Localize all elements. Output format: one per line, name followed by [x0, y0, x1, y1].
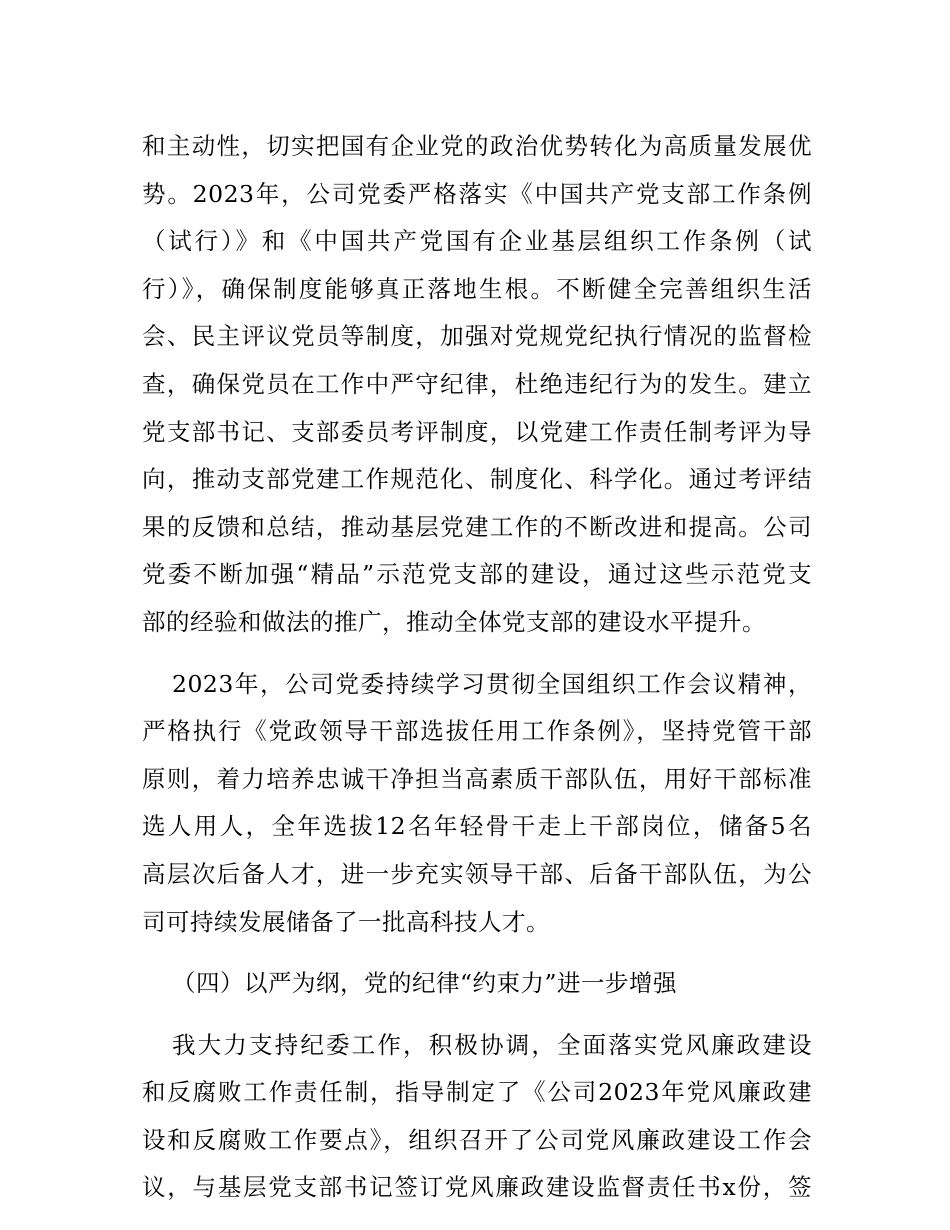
document-body: [142, 123, 812, 1212]
text-line: 我大力支持纪委工作，积极协调，全面落实党风廉政建设: [172, 1030, 812, 1059]
text-line: 议，与基层党支部书记签订党风廉政建设监督责任书x份，签: [142, 1173, 812, 1202]
section-heading: [142, 960, 812, 1008]
text-line: 选人用人，全年选拔12名年轻骨干走上干部岗位，储备5名: [142, 812, 812, 841]
text-line: 设和反腐败工作要点》，组织召开了公司党风廉政建设工作会: [142, 1125, 812, 1154]
paragraph-discipline: [142, 1022, 812, 1212]
text-line: 高层次后备人才，进一步充实领导干部、后备干部队伍，为公: [142, 859, 812, 888]
text-line: 会、民主评议党员等制度，加强对党规党纪执行情况的监督检: [142, 322, 812, 351]
text-line: 部的经验和做法的推广，推动全体党支部的建设水平提升。: [142, 607, 766, 636]
text-line: 查，确保党员在工作中严守纪律，杜绝违纪行为的发生。建立: [142, 369, 812, 398]
text-line: 果的反馈和总结，推动基层党建工作的不断改进和提高。公司: [142, 512, 812, 541]
paragraph-cadre-selection: [142, 661, 812, 947]
text-line: 党委不断加强“精品”示范党支部的建设，通过这些示范党支: [142, 560, 812, 589]
section-heading-text: （四）以严为纲，党的纪律“约束力”进一步增强: [172, 969, 678, 998]
text-line: 司可持续发展储备了一批高科技人才。: [142, 907, 550, 936]
text-line: 党支部书记、支部委员考评制度，以党建工作责任制考评为导: [142, 417, 812, 446]
text-line: 和主动性，切实把国有企业党的政治优势转化为高质量发展优: [142, 132, 812, 160]
text-line: （试行）》和《中国共产党国有企业基层组织工作条例（试: [142, 227, 812, 256]
text-line: 严格执行《党政领导干部选拔任用工作条例》，坚持党管干部: [142, 717, 812, 746]
text-line: 向，推动支部党建工作规范化、制度化、科学化。通过考评结: [142, 465, 812, 494]
text-line: 势。2023年，公司党委严格落实《中国共产党支部工作条例: [142, 179, 812, 208]
text-line: 原则，着力培养忠诚干净担当高素质干部队伍，用好干部标准: [142, 764, 812, 793]
text-line: 2023年，公司党委持续学习贯彻全国组织工作会议精神，: [172, 669, 812, 698]
paragraph-party-organization: [142, 123, 812, 647]
text-line: 和反腐败工作责任制，指导制定了《公司2023年党风廉政建: [142, 1078, 812, 1107]
text-line: 行）》，确保制度能够真正落地生根。不断健全完善组织生活: [142, 274, 812, 303]
